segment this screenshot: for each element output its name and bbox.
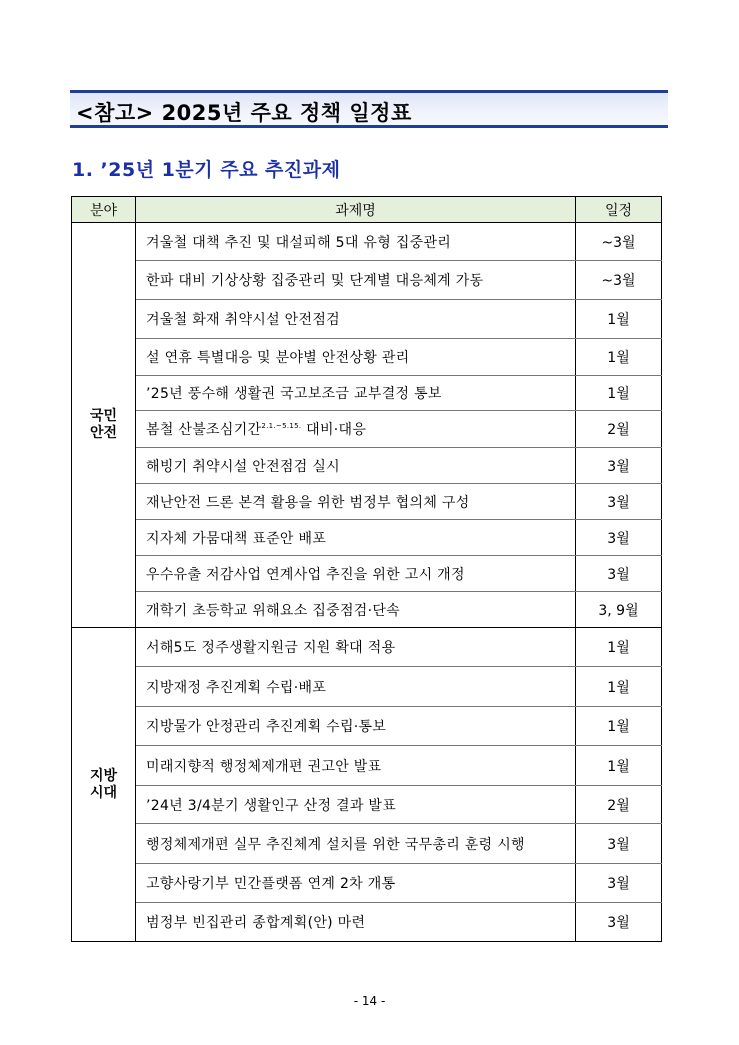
task-cell: 겨울철 대책 추진 및 대설피해 5대 유형 집중관리 — [136, 223, 576, 261]
table-row — [72, 411, 662, 448]
schedule-cell: 3월 — [576, 556, 662, 592]
table-header-row — [72, 197, 662, 223]
category-label-line1: 국민 — [89, 408, 118, 424]
task-cell: 범정부 빈집관리 종합계획(안) 마련 — [136, 903, 576, 942]
table-row — [72, 667, 662, 707]
header-category: 분야 — [72, 197, 136, 223]
category-label-line1: 지방 — [89, 767, 118, 784]
table-row — [72, 484, 662, 520]
task-cell: 설 연휴 특별대응 및 분야별 안전상황 관리 — [136, 339, 576, 376]
task-cell: 지자체 가뭄대책 표준안 배포 — [136, 520, 576, 556]
category-cell-local-era — [72, 628, 136, 942]
category-label-line2: 시대 — [89, 784, 118, 801]
schedule-cell: 3, 9월 — [576, 592, 662, 628]
schedule-cell: 3월 — [576, 903, 662, 942]
page-title: <참고> 2025년 주요 정책 일정표 — [76, 101, 412, 125]
task-cell: ’25년 풍수해 생활권 국고보조금 교부결정 통보 — [136, 376, 576, 411]
table-row — [72, 786, 662, 824]
schedule-cell: 1월 — [576, 746, 662, 786]
task-superscript: 2.1.~5.15. — [261, 422, 302, 430]
table-row — [72, 707, 662, 746]
task-cell: 우수유출 저감사업 연계사업 추진을 위한 고시 개정 — [136, 556, 576, 592]
task-cell: 미래지향적 행정체제개편 권고안 발표 — [136, 746, 576, 786]
schedule-cell: 1월 — [576, 707, 662, 746]
table-row — [72, 824, 662, 864]
section-title: 1. ’25년 1분기 주요 추진과제 — [72, 159, 341, 181]
task-cell-with-superscript — [136, 411, 576, 448]
table-row — [72, 628, 662, 667]
task-text: 봄철 산불조심기간 — [146, 422, 262, 438]
table-row — [72, 339, 662, 376]
schedule-cell: ~3월 — [576, 261, 662, 300]
task-cell: 고향사랑기부 민간플랫폼 연계 2차 개통 — [136, 864, 576, 903]
schedule-cell: 1월 — [576, 339, 662, 376]
task-cell: 재난안전 드론 본격 활용을 위한 범정부 협의체 구성 — [136, 484, 576, 520]
schedule-cell: 3월 — [576, 864, 662, 903]
task-cell: 지방재정 추진계획 수립·배포 — [136, 667, 576, 707]
table-row — [72, 300, 662, 339]
table-row — [72, 746, 662, 786]
task-cell: 해빙기 취약시설 안전점검 실시 — [136, 448, 576, 484]
page-number: - 14 - — [353, 994, 386, 1008]
schedule-cell: 1월 — [576, 300, 662, 339]
task-cell: ’24년 3/4분기 생활인구 산정 결과 발표 — [136, 786, 576, 824]
task-text-tail: 대비·대응 — [301, 422, 367, 438]
schedule-cell: 3월 — [576, 824, 662, 864]
schedule-cell: 3월 — [576, 448, 662, 484]
table-row — [72, 448, 662, 484]
schedule-cell: 3월 — [576, 520, 662, 556]
schedule-cell: 1월 — [576, 667, 662, 707]
table-row — [72, 376, 662, 411]
task-cell: 서해5도 정주생활지원금 지원 확대 적용 — [136, 628, 576, 667]
task-cell: 개학기 초등학교 위해요소 집중점검·단속 — [136, 592, 576, 628]
schedule-cell: 3월 — [576, 484, 662, 520]
schedule-cell: 2월 — [576, 786, 662, 824]
category-cell-safety — [72, 223, 136, 628]
table-row — [72, 864, 662, 903]
table-row — [72, 556, 662, 592]
table-row — [72, 261, 662, 300]
table-row — [72, 592, 662, 628]
table-row — [72, 223, 662, 261]
schedule-cell: 1월 — [576, 376, 662, 411]
task-cell: 겨울철 화재 취약시설 안전점검 — [136, 300, 576, 339]
table-row — [72, 520, 662, 556]
schedule-cell: 1월 — [576, 628, 662, 667]
schedule-cell: 2월 — [576, 411, 662, 448]
task-cell: 행정체제개편 실무 추진체계 설치를 위한 국무총리 훈령 시행 — [136, 824, 576, 864]
task-cell: 한파 대비 기상상황 집중관리 및 단계별 대응체계 가동 — [136, 261, 576, 300]
schedule-table — [71, 196, 662, 942]
table-row — [72, 903, 662, 942]
category-label-line2: 안전 — [89, 425, 118, 441]
schedule-cell: ~3월 — [576, 223, 662, 261]
task-cell: 지방물가 안정관리 추진계획 수립·통보 — [136, 707, 576, 746]
page-title-box — [70, 90, 668, 128]
header-schedule: 일정 — [576, 197, 662, 223]
header-task: 과제명 — [136, 197, 576, 223]
